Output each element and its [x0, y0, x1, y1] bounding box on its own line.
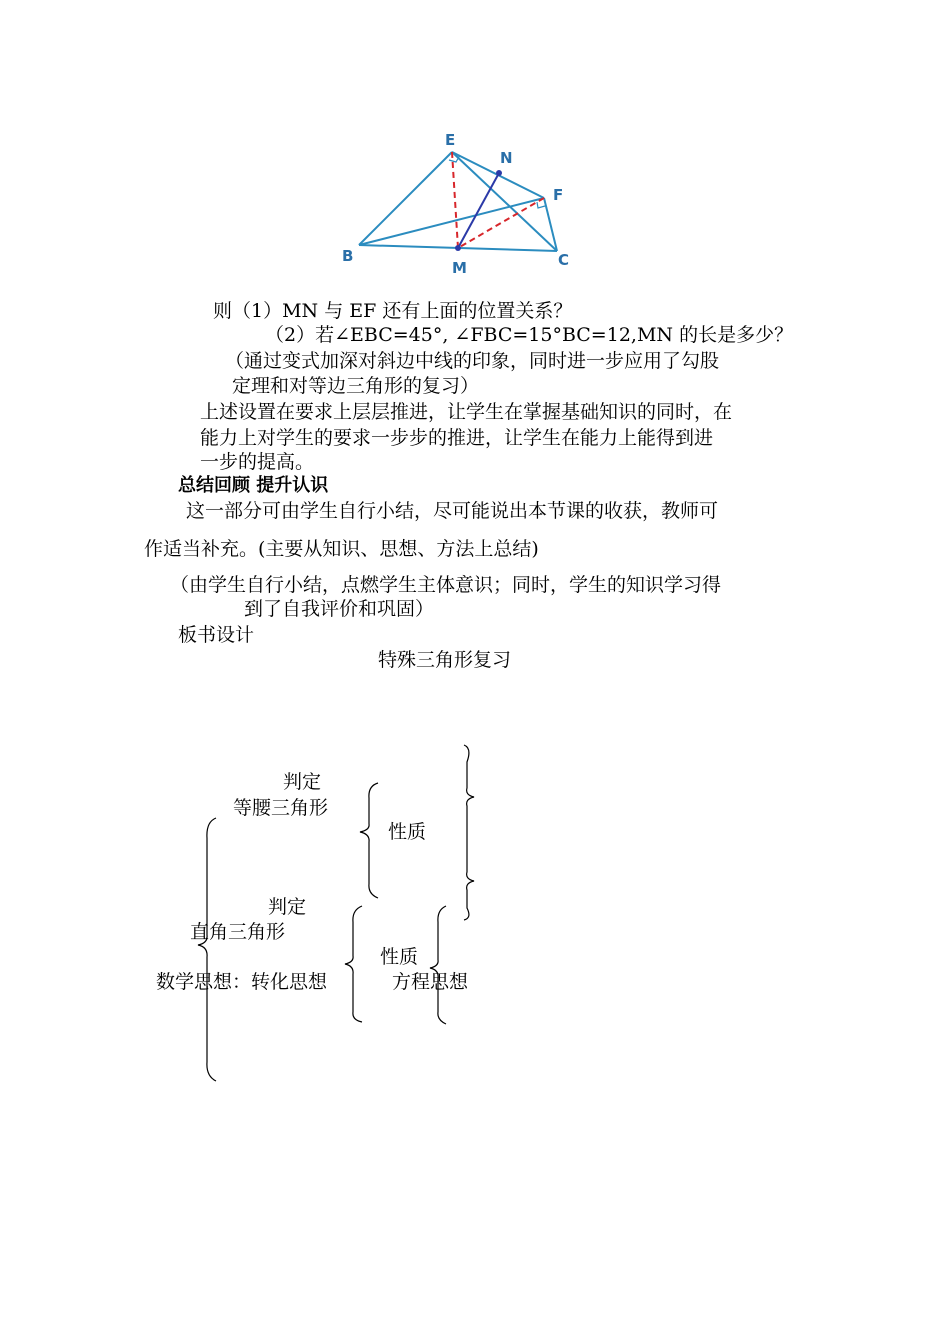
brace-rt-prop	[430, 906, 446, 1024]
note-1-line-2: 定理和对等边三角形的复习）	[232, 375, 480, 397]
brace-iso	[360, 783, 378, 898]
question-1: 则（1）MN 与 EF 还有上面的位置关系？	[213, 300, 573, 322]
section-heading: 总结回顾 提升认识	[178, 475, 329, 496]
rt-property: 性质	[380, 946, 419, 968]
label-N: N	[500, 149, 513, 167]
math-ideas: 数学思想：转化思想	[156, 971, 328, 993]
paragraph-1-line-2: 能力上对学生的要求一步步的推进，让学生在能力上能得到进	[200, 427, 714, 449]
brace-right-top	[464, 745, 474, 920]
iso-judge: 判定	[283, 771, 322, 793]
rt-judge: 判定	[268, 896, 307, 918]
note-2-line-1: （由学生自行小结，点燃学生主体意识；同时，学生的知识学习得	[170, 574, 722, 596]
note-2-line-2: 到了自我评价和巩固）	[244, 598, 435, 620]
paragraph-2-line-1: 这一部分可由学生自行小结，尽可能说出本节课的收获，教师可	[186, 500, 719, 522]
paragraph-1-line-1: 上述设置在要求上层层推进，让学生在掌握基础知识的同时，在	[200, 401, 733, 423]
note-1-line-1: （通过变式加深对斜边中线的印象，同时进一步应用了勾股	[225, 350, 720, 372]
rt-triangle: 直角三角形	[190, 921, 286, 943]
board-title: 特殊三角形复习	[378, 649, 512, 671]
question-2: （2）若∠EBC=45°, ∠FBC=15°BC=12,MN 的长是多少？	[265, 324, 794, 346]
equation-idea: 方程思想	[392, 971, 469, 993]
brace-left-main	[198, 818, 216, 1081]
label-B: B	[342, 247, 354, 265]
paragraph-1-line-3: 一步的提高。	[200, 451, 315, 473]
label-C: C	[558, 251, 570, 269]
label-M: M	[452, 259, 467, 277]
label-F: F	[553, 186, 564, 204]
label-E: E	[445, 131, 456, 149]
iso-property: 性质	[388, 821, 427, 843]
paragraph-2-line-2: 作适当补充。(主要从知识、思想、方法上总结)	[144, 538, 539, 560]
iso-triangle: 等腰三角形	[233, 797, 329, 819]
board-design-label: 板书设计	[178, 624, 255, 646]
brace-rt	[345, 906, 362, 1022]
